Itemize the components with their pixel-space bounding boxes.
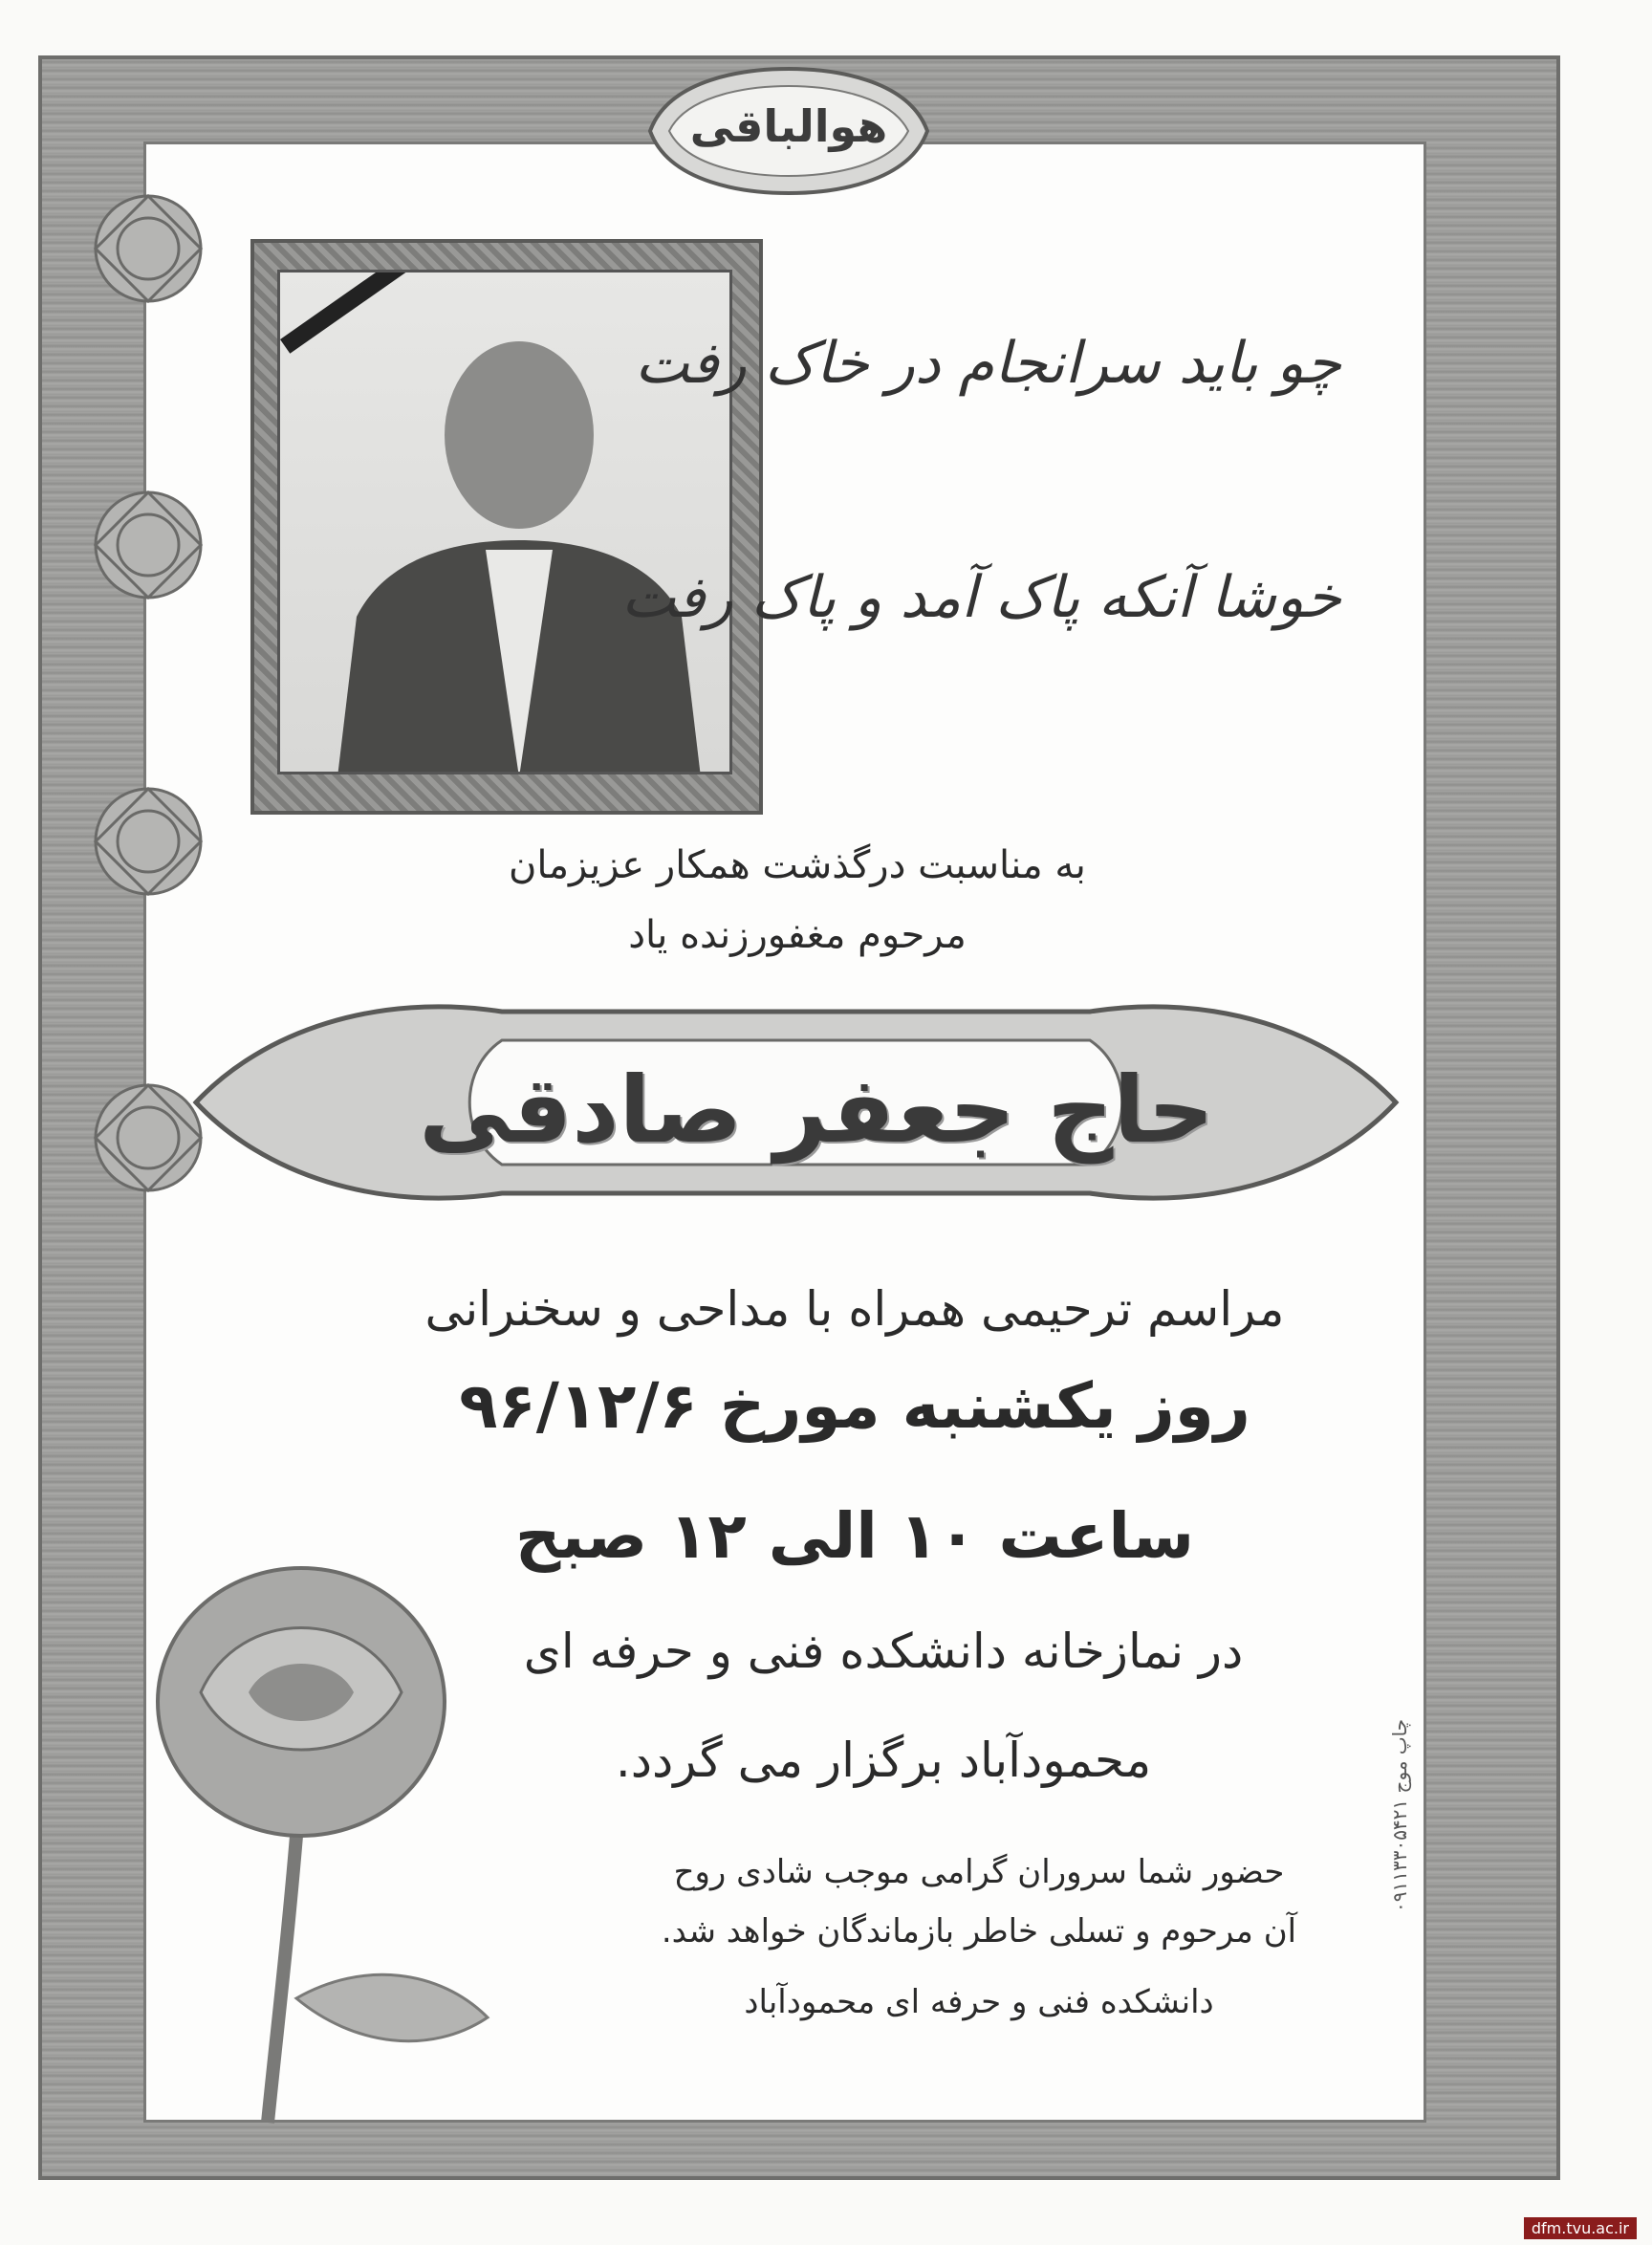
- ceremony-date: روز یکشنبه مورخ ۹۶/۱۲/۶: [459, 1369, 1250, 1443]
- ornament-motif: [96, 492, 201, 598]
- closing-line-2: آن مرحوم و تسلی خاطر بازماندگان خواهد شد.: [661, 1912, 1297, 1951]
- closing-line-1: حضور شما سروران گرامی موجب شادی روح: [673, 1853, 1285, 1891]
- ceremony-description: مراسم ترحیمی همراه با مداحی و سخنرانی: [424, 1281, 1285, 1337]
- header-title: هوالباقی: [689, 100, 888, 152]
- deceased-name: حاج جعفر صادقی: [419, 1057, 1214, 1164]
- printer-credit: چاپ موج ۰۹۱۱۳۳۰۵۴۲۱: [1388, 1718, 1411, 1912]
- intro-line-2: مرحوم مغفورزنده یاد: [628, 913, 967, 957]
- closing-signature: دانشکده فنی و حرفه ای محمودآباد: [744, 1983, 1214, 2021]
- ceremony-location-2: محمودآباد برگزار می گردد.: [615, 1733, 1152, 1788]
- poem-line-2: خوشا آنکه پاک آمد و پاک رفت: [621, 564, 1341, 631]
- poem-line-1: چو باید سرانجام در خاک رفت: [635, 330, 1341, 397]
- rose-illustration: [124, 1549, 526, 2142]
- site-watermark: dfm.tvu.ac.ir: [1524, 2217, 1637, 2239]
- ceremony-time: ساعت ۱۰ الی ۱۲ صبح: [514, 1499, 1195, 1573]
- ornament-motif: [96, 196, 201, 301]
- ceremony-location-1: در نمازخانه دانشکده فنی و حرفه ای: [523, 1624, 1244, 1679]
- intro-line-1: به مناسبت درگذشت همکار عزیزمان: [509, 843, 1086, 887]
